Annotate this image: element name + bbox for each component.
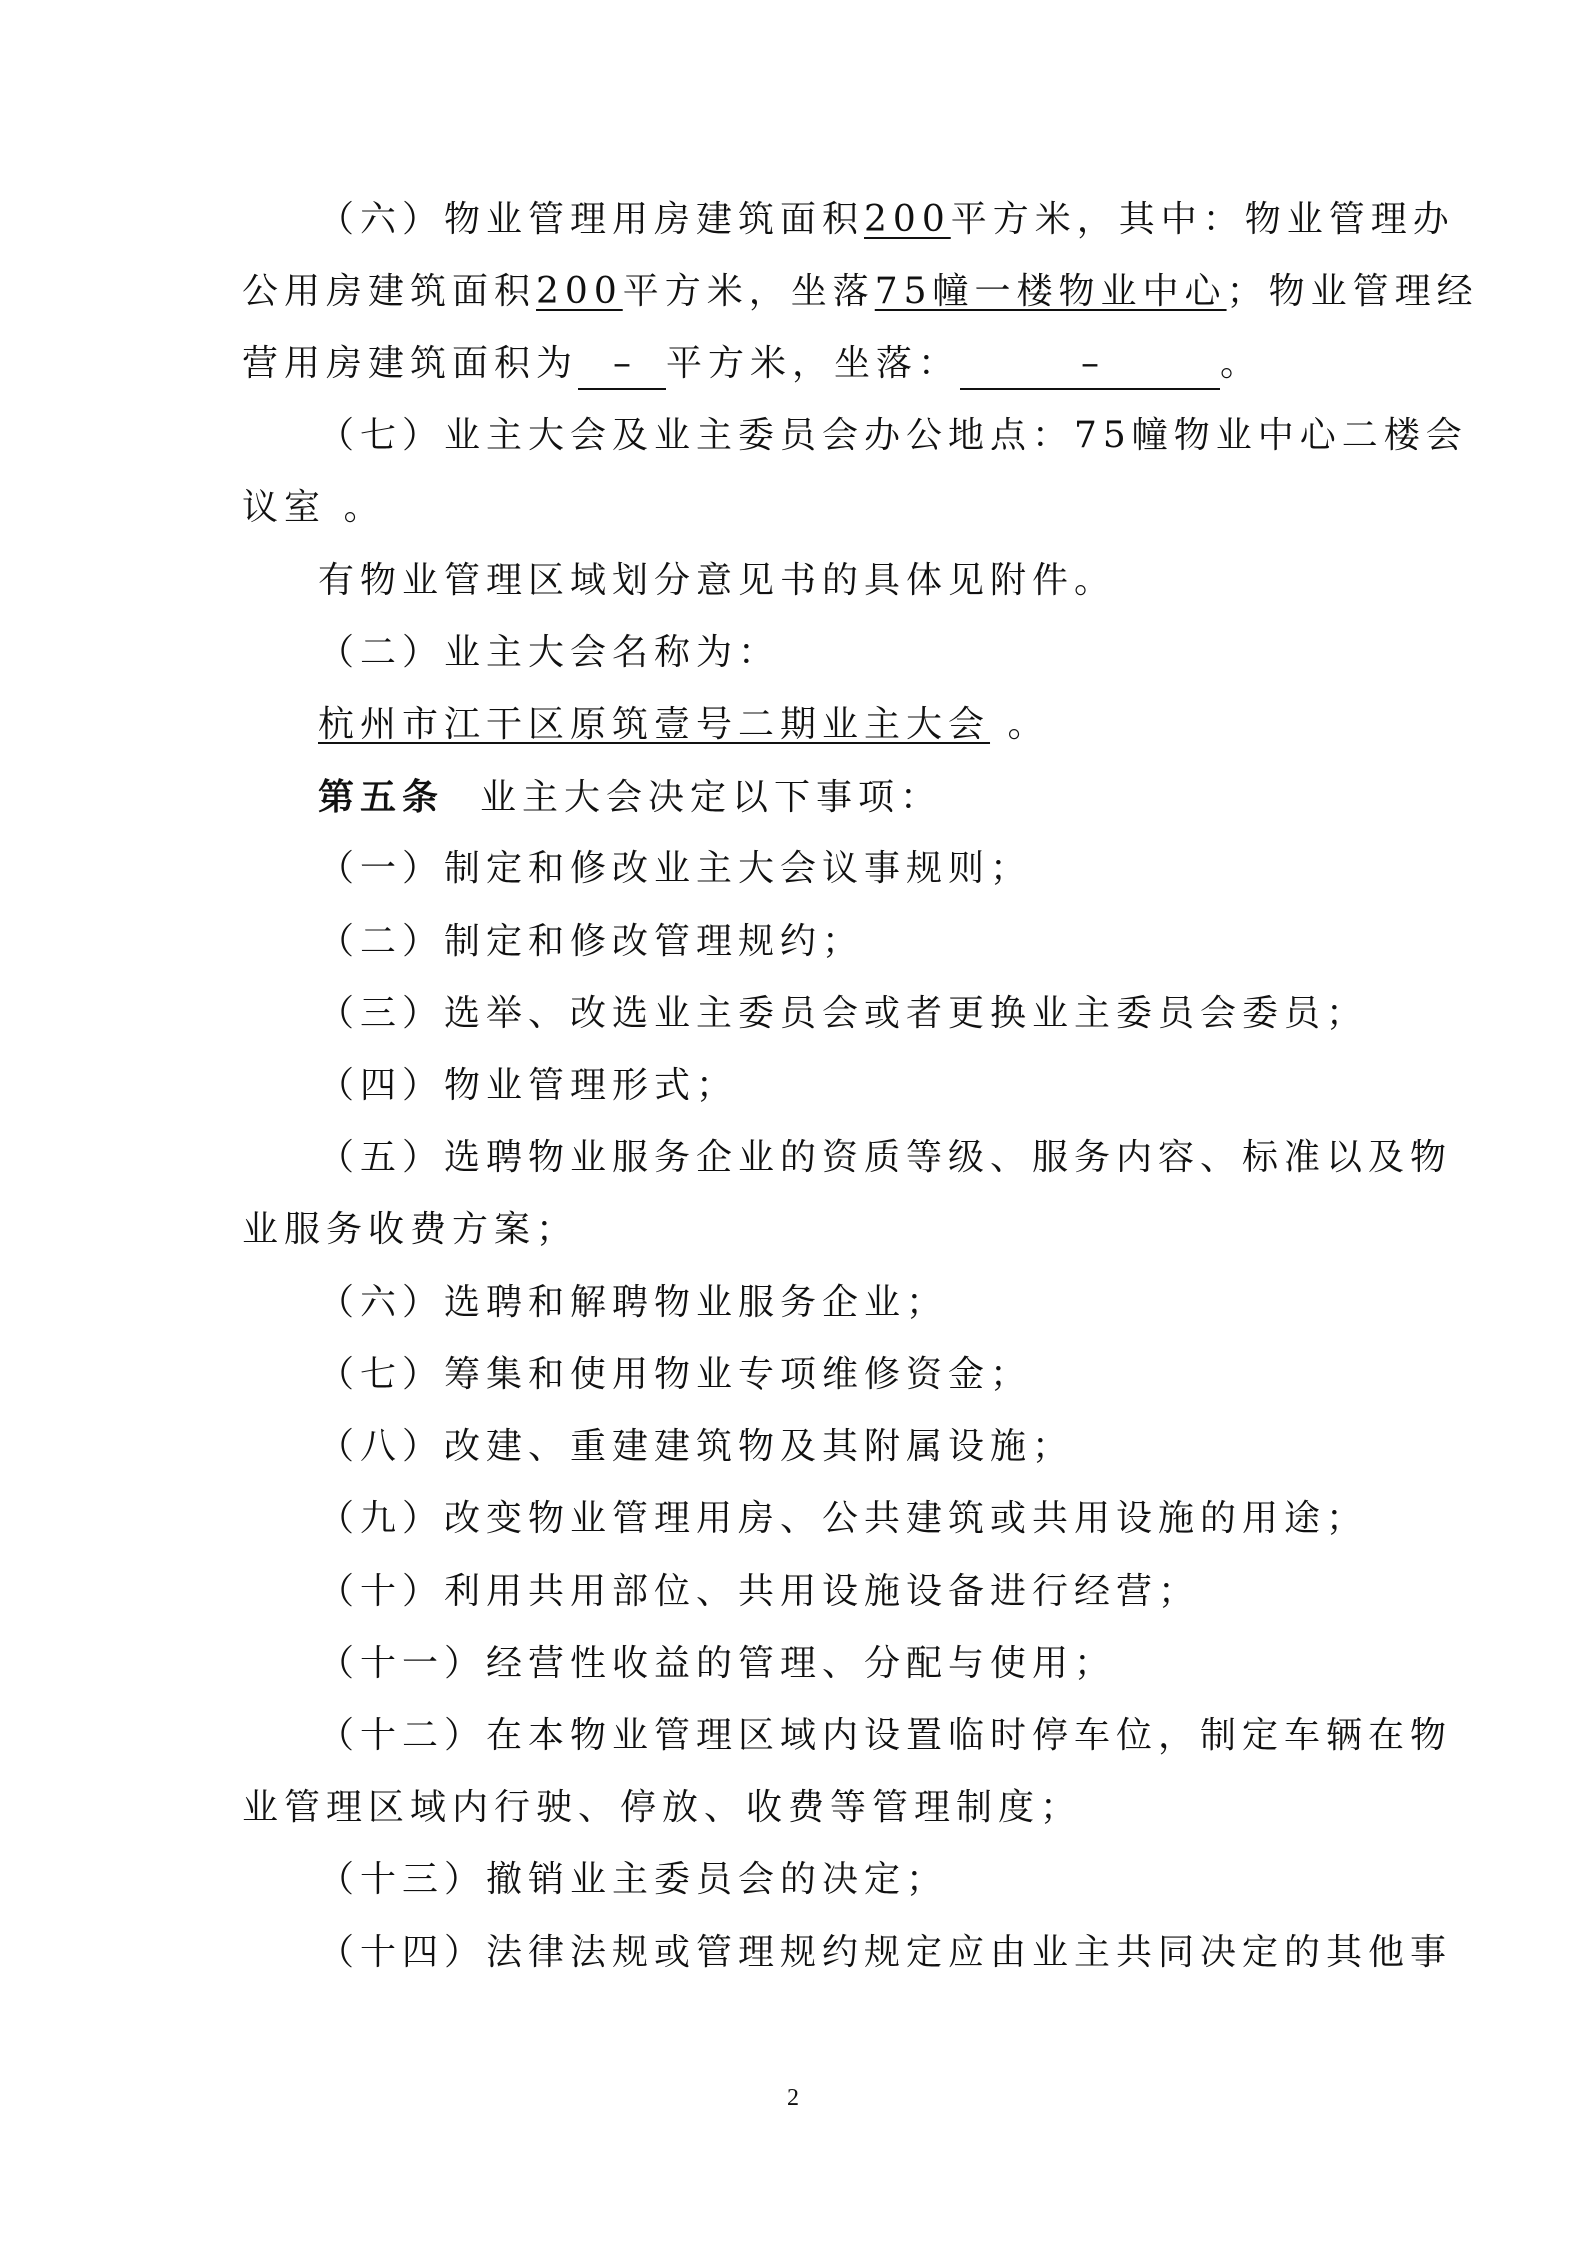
list-item-continuation: 业管理区域内行驶、停放、收费等管理制度； [242, 1787, 1083, 1828]
list-item: （十四）法律法规或管理规约规定应由业主共同决定的其他事 [318, 1932, 1453, 1973]
list-item: （七）筹集和使用物业专项维修资金； [318, 1354, 1033, 1395]
clause-7-line-1: （七）业主大会及业主委员会办公地点：75幢物业中心二楼会 [318, 415, 1468, 456]
page-number: 2 [787, 2085, 799, 2111]
list-item: （六）选聘和解聘物业服务企业； [318, 1282, 949, 1323]
article-5-title: 第五条 [318, 776, 445, 818]
office-area: 200 [536, 271, 623, 312]
list-item-continuation: 业服务收费方案； [242, 1209, 579, 1250]
list-item: （四）物业管理形式； [318, 1065, 739, 1106]
list-item: （五）选聘物业服务企业的资质等级、服务内容、标准以及物 [318, 1137, 1453, 1178]
clause-6-line-3: 营用房建筑面积为 – 平方米，坐落： – 。 [242, 340, 1350, 390]
list-item: （九）改变物业管理用房、公共建筑或共用设施的用途； [318, 1498, 1369, 1539]
attachment-note: 有物业管理区域划分意见书的具体见附件。 [318, 560, 1117, 601]
list-item: （十）利用共用部位、共用设施设备进行经营； [318, 1571, 1201, 1612]
list-item: （十一）经营性收益的管理、分配与使用； [318, 1643, 1117, 1684]
clause-7-line-2: 议室 。 [242, 487, 386, 528]
business-area-blank: – [578, 340, 666, 390]
business-location-blank: – [960, 340, 1220, 390]
assembly-name-line: 杭州市江干区原筑壹号二期业主大会 。 [318, 704, 1050, 745]
clause-6-line-2: 公用房建筑面积200平方米，坐落75幢一楼物业中心；物业管理经 [242, 271, 1479, 312]
clause-6-line-1: （六）物业管理用房建筑面积200平方米，其中：物业管理办 [318, 199, 1455, 240]
assembly-name-label: （二）业主大会名称为： [318, 632, 781, 673]
list-item: （十三）撤销业主委员会的决定； [318, 1859, 949, 1900]
assembly-name: 杭州市江干区原筑壹号二期业主大会 [318, 704, 991, 745]
list-item: （一）制定和修改业主大会议事规则； [318, 848, 1033, 889]
office-location: 75幢一楼物业中心 [874, 271, 1227, 312]
list-item: （八）改建、重建建筑物及其附属设施； [318, 1426, 1075, 1467]
list-item: （十二）在本物业管理区域内设置临时停车位，制定车辆在物 [318, 1715, 1453, 1756]
list-item: （二）制定和修改管理规约； [318, 921, 865, 962]
list-item: （三）选举、改选业主委员会或者更换业主委员会委员； [318, 993, 1369, 1034]
office-area-total: 200 [864, 199, 951, 240]
article-5-heading: 第五条 业主大会决定以下事项： [318, 776, 943, 818]
